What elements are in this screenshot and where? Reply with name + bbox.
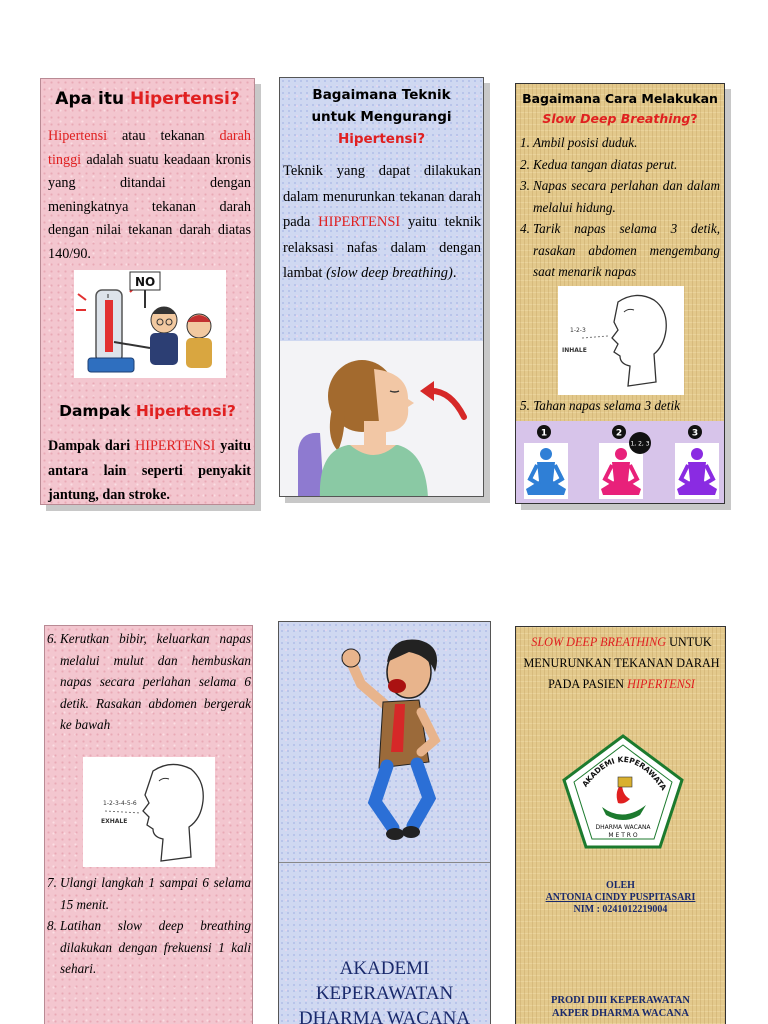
prodi-block: PRODI DIII KEPERAWATAN AKPER DHARMA WACANA xyxy=(550,995,691,1019)
inhale-label: INHALE xyxy=(562,347,587,354)
step-number: 1. xyxy=(520,135,530,150)
breathing-woman-illustration xyxy=(280,341,484,497)
author-block: OLEH ANTONIA CINDY PUSPITASARI NIM : 0241012219004 xyxy=(545,880,696,915)
meditation-strip xyxy=(516,421,725,504)
panel1-body2: Dampak dari HIPERTENSI yaitu antara lain seperti penyakit jantung, dan stroke. xyxy=(48,438,251,503)
panel3-steps xyxy=(520,132,720,283)
akademi-logo xyxy=(560,733,686,851)
step-number: 8. xyxy=(47,918,57,933)
panel1-title: Apa itu Hipertensi? xyxy=(55,89,240,109)
step-number: 7. xyxy=(47,875,57,890)
panel3-title: Bagaimana Cara Melakukan Slow Deep Breathing? xyxy=(522,91,718,126)
panel-cover-akademi xyxy=(278,621,491,1024)
logo-arc-text: AKADEMI KEPERAWATA xyxy=(580,754,669,793)
cover-heading: SLOW DEEP BREATHING UNTUK MENURUNKAN TEKANAN DARAH PADA PASIEN HIPERTENSI xyxy=(523,635,720,691)
cover-title: AKADEMI KEPERAWATAN DHARMA WACANA xyxy=(298,958,471,1024)
meditation-figure xyxy=(675,425,719,499)
speech-bubble-text: 1, 2, 3 xyxy=(630,440,650,448)
panel-cover-judul xyxy=(515,626,726,1024)
step-text: Kerutkan bibir, keluarkan napas melalui mulut dan hembuskan napas secara perlahan selama 6 detik. Rasakan abdomen bergerak ke bawah xyxy=(60,631,251,732)
panel-hipertensi xyxy=(40,78,255,505)
panel1-body: Hipertensi atau tekanan darah tinggi adalah suatu keadaan kronis yang ditandai dengan meningkatnya tekanan darah dengan nilai tekanan darah diatas 140/90. xyxy=(48,128,251,262)
step-text: Ambil posisi duduk. xyxy=(533,135,638,150)
figure-number: 1 xyxy=(540,428,548,439)
meditation-figure xyxy=(524,425,568,499)
exhale-count: 1-2-3-4-5-6 xyxy=(103,800,137,807)
step-item xyxy=(47,872,251,915)
step-item xyxy=(520,132,720,154)
step-item xyxy=(520,218,720,283)
step-text: Kedua tangan diatas perut. xyxy=(533,156,678,172)
step-5: 5. Tahan napas selama 3 detik xyxy=(520,398,680,413)
hypertension-illustration xyxy=(74,270,226,378)
step-item xyxy=(47,628,251,736)
inhale-illustration xyxy=(558,286,684,395)
logo-sub2: M E T R O xyxy=(608,832,638,839)
panel-cara xyxy=(515,83,725,504)
step-text: Napas secara perlahan dan dalam melalui hidung. xyxy=(533,178,720,215)
step-number: 2. xyxy=(520,156,530,172)
step-text: Tarik napas selama 3 detik, rasakan abdomen mengembang saat menarik napas xyxy=(533,221,720,279)
step-number: 6. xyxy=(47,631,57,646)
step-item xyxy=(520,175,720,218)
logo-sub1: DHARMA WACANA xyxy=(595,824,651,831)
figure-number: 3 xyxy=(691,428,699,439)
panel-teknik xyxy=(279,77,484,497)
step-text: Ulangi langkah 1 sampai 6 selama 15 menit. xyxy=(60,875,251,912)
panel1-subtitle: Dampak Hipertensi? xyxy=(59,402,236,420)
panel2-title: Bagaimana Teknik untuk Mengurangi Hipertensi? xyxy=(311,87,452,147)
exhale-label: EXHALE xyxy=(101,818,128,825)
inhale-count: 1-2-3 xyxy=(570,327,586,334)
step-number: 3. xyxy=(520,178,530,193)
step-item xyxy=(520,154,720,176)
exhale-illustration xyxy=(83,757,215,867)
no-sign-text: NO xyxy=(135,275,156,289)
step-number: 4. xyxy=(520,221,530,236)
figure-number: 2 xyxy=(615,428,623,439)
excited-man-illustration xyxy=(279,622,491,863)
step-text: Latihan slow deep breathing dilakukan dengan frekuensi 1 kali sehari. xyxy=(60,918,251,976)
panel-langkah-lanjutan xyxy=(44,625,253,1024)
panel2-body: Teknik yang dapat dilakukan dalam menurunkan tekanan darah pada HIPERTENSI yaitu teknik relaksasi nafas dalam dengan lambat (slow deep breathing). xyxy=(283,163,481,281)
panel4-steps-a xyxy=(47,628,251,736)
panel4-steps-b xyxy=(47,872,251,980)
step-item xyxy=(47,915,251,980)
